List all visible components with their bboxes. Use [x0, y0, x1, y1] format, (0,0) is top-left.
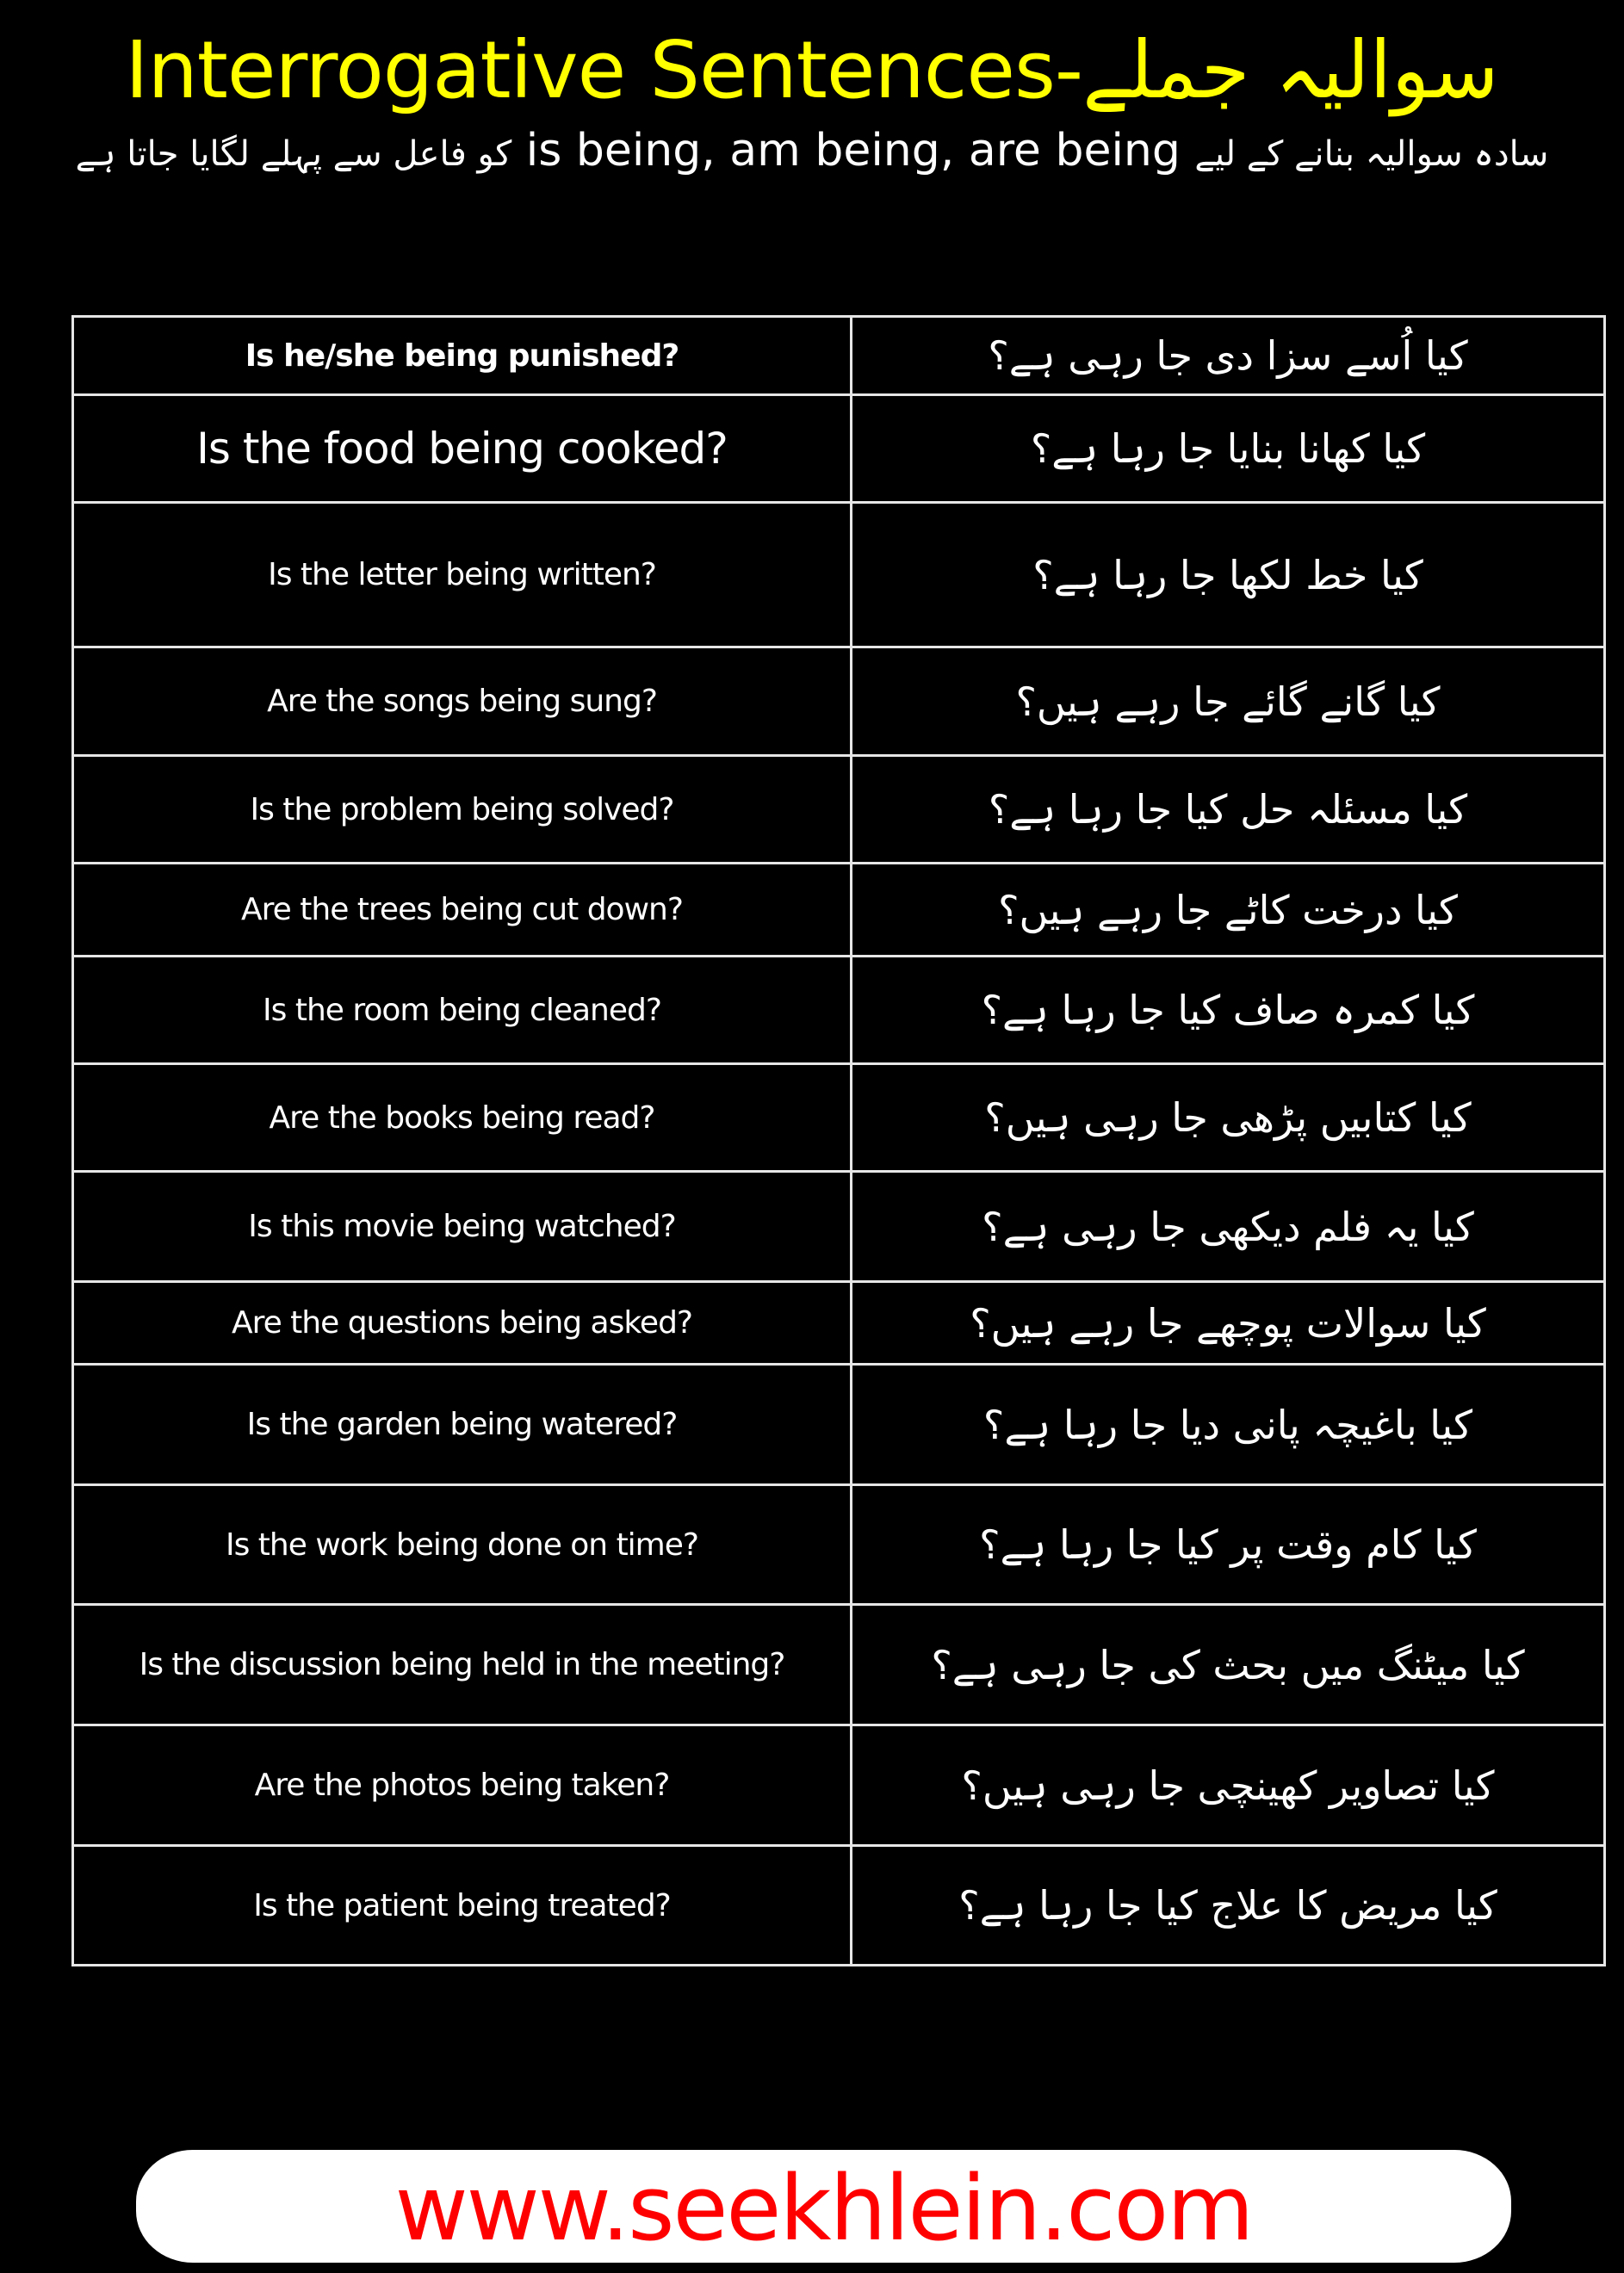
urdu-translation: کیا سوالات پوچھے جا رہے ہیں؟	[852, 1282, 1605, 1365]
table-row	[73, 647, 1605, 756]
table-row	[73, 1172, 1605, 1282]
footer-banner	[136, 2150, 1511, 2263]
table-row	[73, 1485, 1605, 1605]
table-row	[73, 864, 1605, 957]
english-sentence: Are the trees being cut down?	[73, 864, 852, 957]
english-sentence: Are the songs being sung?	[73, 647, 852, 756]
table-row	[73, 1725, 1605, 1846]
table-row	[73, 317, 1605, 395]
urdu-translation: کیا کمرہ صاف کیا جا رہا ہے؟	[852, 957, 1605, 1064]
urdu-translation: کیا گانے گائے جا رہے ہیں؟	[852, 647, 1605, 756]
urdu-translation: کیا خط لکھا جا رہا ہے؟	[852, 503, 1605, 647]
table-row	[73, 1064, 1605, 1172]
page-title	[0, 19, 1624, 122]
table-row	[73, 1846, 1605, 1966]
sentences-table	[71, 315, 1606, 1966]
table-row	[73, 1282, 1605, 1365]
english-sentence: Are the books being read?	[73, 1064, 852, 1172]
english-sentence: Are the photos being taken?	[73, 1725, 852, 1846]
urdu-translation: کیا یہ فلم دیکھی جا رہی ہے؟	[852, 1172, 1605, 1282]
sentences-table-body	[73, 317, 1605, 1966]
urdu-translation: کیا تصاویر کھینچی جا رہی ہیں؟	[852, 1725, 1605, 1846]
english-sentence: Is this movie being watched?	[73, 1172, 852, 1282]
page-subtitle	[0, 121, 1624, 184]
urdu-translation: کیا میٹنگ میں بحث کی جا رہی ہے؟	[852, 1605, 1605, 1725]
english-sentence: Is he/she being punished?	[73, 317, 852, 395]
urdu-translation: کیا مسئلہ حل کیا جا رہا ہے؟	[852, 756, 1605, 864]
urdu-translation: کیا درخت کاٹے جا رہے ہیں؟	[852, 864, 1605, 957]
table-row	[73, 756, 1605, 864]
title-urdu: سوالیہ جملے	[1082, 24, 1499, 116]
subtitle-english: is being, am being, are being	[525, 125, 1181, 177]
english-sentence: Is the room being cleaned?	[73, 957, 852, 1064]
urdu-translation: کیا باغیچہ پانی دیا جا رہا ہے؟	[852, 1365, 1605, 1485]
english-sentence: Is the garden being watered?	[73, 1365, 852, 1485]
english-sentence: Is the food being cooked?	[73, 395, 852, 503]
table-row	[73, 503, 1605, 647]
title-english: Interrogative Sentences-	[125, 24, 1083, 116]
subtitle-urdu-right: سادہ سوالیہ بنانے کے لیے	[1194, 134, 1549, 174]
urdu-translation: کیا کام وقت پر کیا جا رہا ہے؟	[852, 1485, 1605, 1605]
english-sentence: Is the discussion being held in the meeting?	[73, 1605, 852, 1725]
english-sentence: Is the letter being written?	[73, 503, 852, 647]
english-sentence: Are the questions being asked?	[73, 1282, 852, 1365]
website-url[interactable]: www.seekhlein.com	[394, 2156, 1253, 2261]
urdu-translation: کیا کتابیں پڑھی جا رہی ہیں؟	[852, 1064, 1605, 1172]
table-row	[73, 1605, 1605, 1725]
subtitle-urdu-left: کو فاعل سے پہلے لگایا جاتا ہے	[75, 134, 512, 174]
english-sentence: Is the problem being solved?	[73, 756, 852, 864]
urdu-translation: کیا اُسے سزا دی جا رہی ہے؟	[852, 317, 1605, 395]
english-sentence: Is the patient being treated?	[73, 1846, 852, 1966]
table-row	[73, 395, 1605, 503]
urdu-translation: کیا مریض کا علاج کیا جا رہا ہے؟	[852, 1846, 1605, 1966]
urdu-translation: کیا کھانا بنایا جا رہا ہے؟	[852, 395, 1605, 503]
table-row	[73, 957, 1605, 1064]
table-row	[73, 1365, 1605, 1485]
english-sentence: Is the work being done on time?	[73, 1485, 852, 1605]
